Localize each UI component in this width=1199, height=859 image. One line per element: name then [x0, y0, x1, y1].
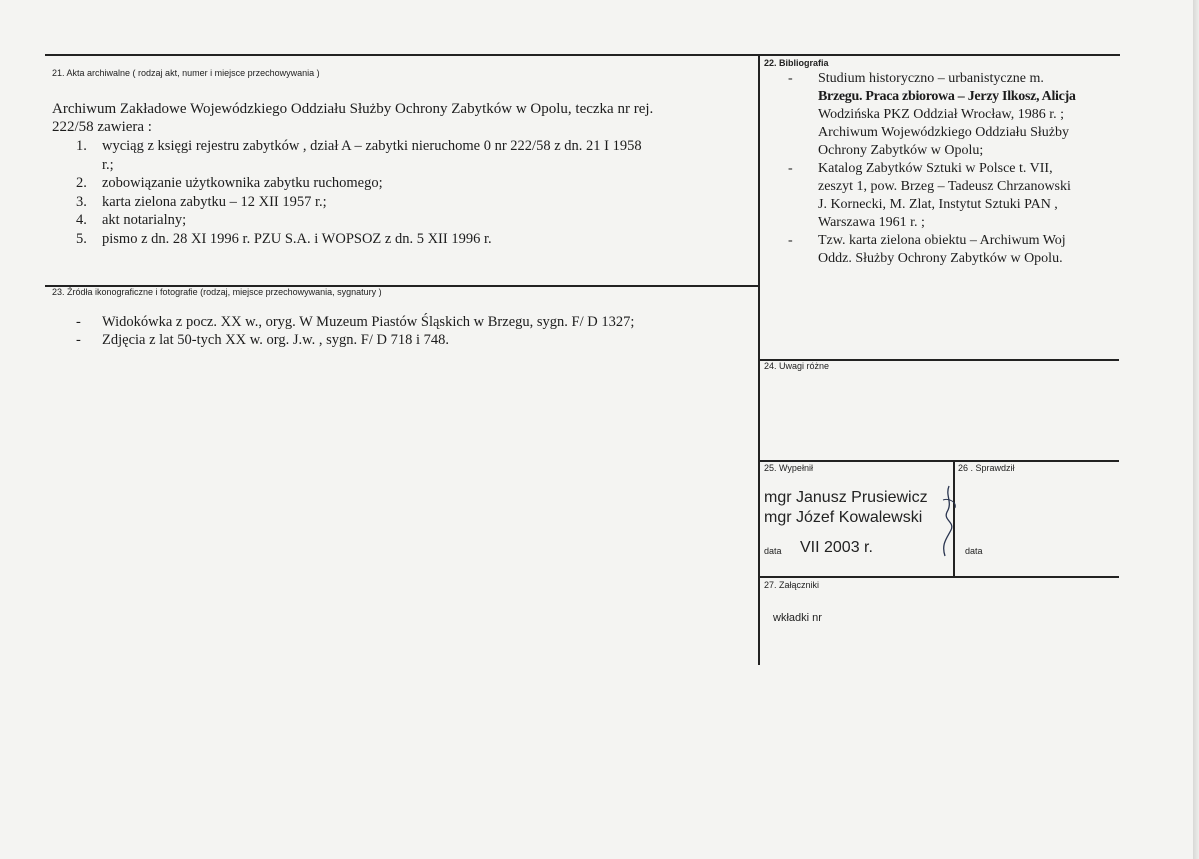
signature-mark [935, 482, 965, 562]
filled-date-label: data [764, 546, 782, 556]
bibliography-item [788, 160, 1143, 232]
section-27-header: 27. Załączniki [764, 580, 820, 590]
archive-item [76, 193, 756, 212]
archive-item-text: pismo z dn. 28 XI 1996 r. PZU S.A. i WOPSOZ z dn. 5 XII 1996 r. [102, 230, 492, 247]
archive-item-number: 2. [76, 175, 87, 191]
filled-date-value: VII 2003 r. [800, 539, 873, 556]
bibliography-line: Brzegu. Praca zbiorowa – Jerzy Ilkosz, Alicja [818, 89, 1076, 104]
archive-item-text-cont: r.; [102, 156, 114, 173]
section-25-top-rule [759, 460, 1119, 462]
archive-item [76, 211, 756, 230]
section-22-header: 22. Bibliografia [764, 58, 829, 68]
archive-items-list [76, 137, 756, 248]
top-rule [45, 54, 1120, 56]
bibliography-item [788, 232, 1143, 268]
archive-item-text: akt notarialny; [102, 212, 187, 228]
bibliography-line: Wodzińska PKZ Oddział Wrocław, 1986 r. ; [818, 107, 1064, 122]
bibliography-line: zeszyt 1, pow. Brzeg – Tadeusz Chrzanowski [818, 179, 1071, 194]
iconography-item-text: Zdjęcia z lat 50-tych XX w. org. J.w. , sygn. F/ D 718 i 748. [102, 332, 450, 348]
section-26-header: 26 . Sprawdził [958, 463, 1015, 473]
bullet-dash: - [788, 71, 793, 86]
archive-item-number: 5. [76, 230, 87, 247]
iconography-list [76, 313, 634, 349]
archive-item-number: 1. [76, 138, 87, 154]
archive-intro-line1: Archiwum Zakładowe Wojewódzkiego Oddziału Służby Ochrony Zabytków w Opolu, teczka nr rej. [52, 101, 654, 117]
attachments-text: wkładki nr [773, 612, 822, 624]
archive-item [76, 174, 756, 193]
bibliography-line: Studium historyczno – urbanistyczne m. [818, 71, 1044, 86]
archive-item-number: 4. [76, 212, 87, 228]
section-25-header: 25. Wypełnił [764, 463, 813, 473]
archive-item [76, 230, 756, 249]
iconography-item-text: Widokówka z pocz. XX w., oryg. W Muzeum Piastów Śląskich w Brzegu, sygn. F/ D 1327; [102, 314, 635, 330]
bullet-dash: - [76, 314, 81, 330]
section-21-header: 21. Akta archiwalne ( rodzaj akt, numer i miejsce przechowywania ) [52, 68, 320, 78]
bibliography-line: Katalog Zabytków Sztuki w Polsce t. VII, [818, 161, 1053, 176]
iconography-item [76, 331, 634, 349]
section-23-header: 23. Źródła ikonograficzne i fotografie (rodzaj, miejsce przechowywania, sygnatury ) [52, 287, 382, 297]
bibliography-line: Oddz. Służby Ochrony Zabytków w Opolu. [818, 251, 1063, 266]
archive-item-text: zobowiązanie użytkownika zabytku ruchomego; [102, 175, 383, 191]
iconography-item [76, 313, 634, 331]
bibliography-line: Archiwum Wojewódzkiego Oddziału Służby [818, 125, 1069, 140]
bibliography-line: J. Kornecki, M. Zlat, Instytut Sztuki PAN , [818, 197, 1058, 212]
filled-by-name-2: mgr Józef Kowalewski [764, 509, 923, 526]
bullet-dash: - [788, 233, 793, 248]
bullet-dash: - [76, 332, 81, 348]
section-24-header: 24. Uwagi różne [764, 361, 830, 371]
archive-item-text: karta zielona zabytku – 12 XII 1957 r.; [102, 193, 327, 210]
archive-intro-line2: 222/58 zawiera : [52, 119, 152, 135]
bibliography-list [788, 70, 1143, 268]
bibliography-line: Warszawa 1961 r. ; [818, 215, 925, 230]
bibliography-line: Ochrony Zabytków w Opolu; [818, 143, 984, 158]
section-27-top-rule [759, 576, 1119, 578]
checked-date-label: data [965, 546, 983, 556]
archive-item-text: wyciąg z księgi rejestru zabytków , dział A – zabytki nieruchome 0 nr 222/58 z dn. 21 I 1958 [102, 138, 642, 154]
bullet-dash: - [788, 161, 793, 176]
archive-item [76, 137, 756, 174]
scan-edge-shadow [1193, 0, 1199, 859]
bibliography-line: Tzw. karta zielona obiektu – Archiwum Woj [818, 233, 1066, 248]
filled-by-name-1: mgr Janusz Prusiewicz [764, 489, 928, 506]
archive-item-number: 3. [76, 193, 87, 210]
bibliography-item [788, 70, 1143, 160]
